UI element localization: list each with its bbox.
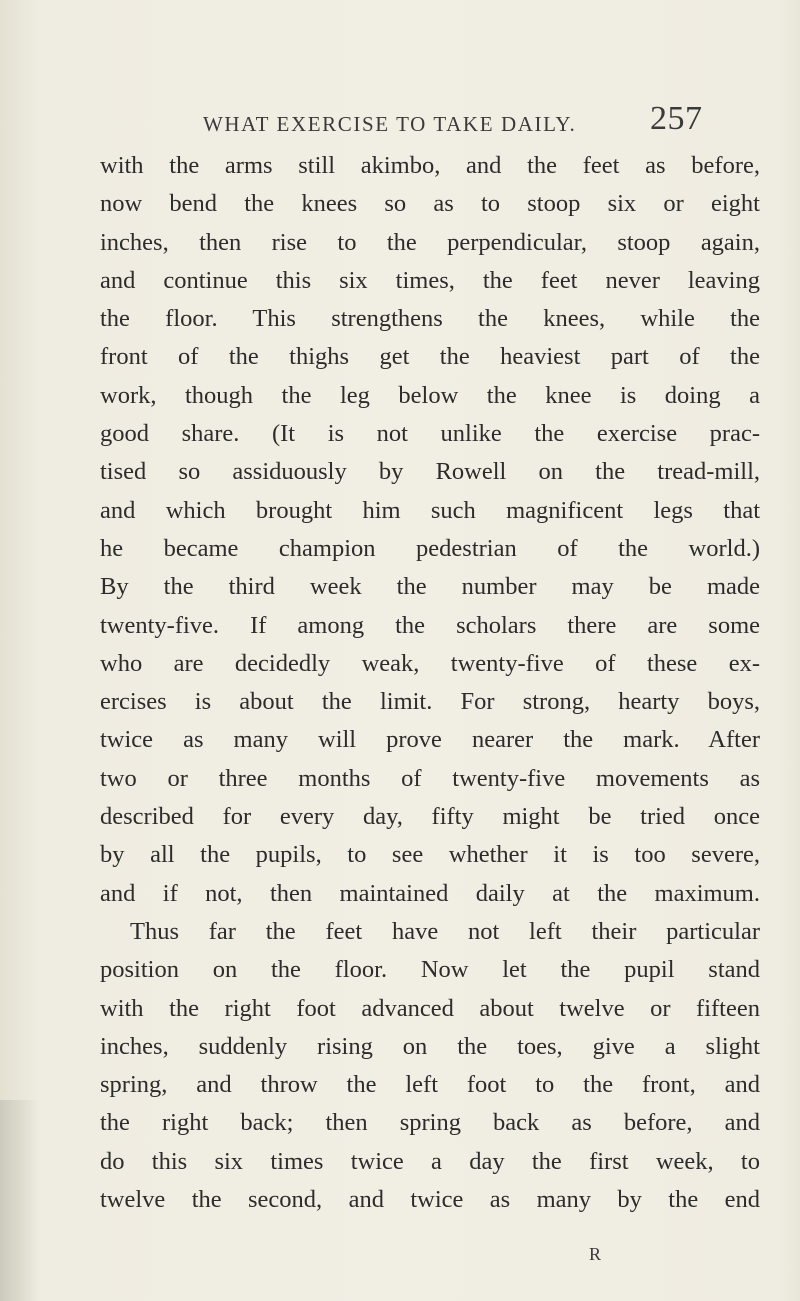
- text-line: and continue this six times, the feet never leaving: [100, 266, 760, 294]
- page-number: 257: [650, 100, 703, 137]
- text-line: who are decidedly weak, twenty-five of these ex-: [100, 649, 760, 677]
- text-line: spring, and throw the left foot to the front, and: [100, 1071, 760, 1099]
- text-line: the right back; then spring back as before, and: [100, 1109, 760, 1137]
- text-line: two or three months of twenty-five movements as: [100, 764, 760, 792]
- text-line: inches, then rise to the perpendicular, stoop again,: [100, 228, 760, 256]
- text-line: front of the thighs get the heaviest part of the: [100, 343, 760, 371]
- running-head: [0, 98, 800, 148]
- text-line: ercises is about the limit. For strong, hearty boys,: [100, 688, 760, 716]
- text-line: with the arms still akimbo, and the feet as before,: [100, 152, 760, 179]
- body-text: [100, 147, 760, 1219]
- text-line: and if not, then maintained daily at the maximum.: [100, 879, 760, 907]
- text-line: Thus far the feet have not left their particular: [130, 917, 760, 945]
- text-line: position on the floor. Now let the pupil stand: [100, 956, 760, 984]
- text-line: twenty-five. If among the scholars there are some: [100, 611, 760, 639]
- text-line: now bend the knees so as to stoop six or eight: [100, 190, 760, 218]
- text-line: described for every day, fifty might be tried once: [100, 803, 760, 831]
- text-line: good share. (It is not unlike the exercise prac-: [100, 420, 760, 448]
- page-edge-shadow: [0, 1100, 40, 1301]
- text-line: twelve the second, and twice as many by the end: [100, 1186, 760, 1214]
- text-line: work, though the leg below the knee is doing a: [100, 381, 760, 409]
- text-line: with the right foot advanced about twelve or fifteen: [100, 994, 760, 1022]
- text-line: By the third week the number may be made: [100, 573, 760, 601]
- text-line: do this six times twice a day the first week, to: [100, 1147, 760, 1175]
- running-title: WHAT EXERCISE TO TAKE DAILY.: [203, 112, 577, 136]
- text-line: inches, suddenly rising on the toes, give a slight: [100, 1032, 760, 1060]
- text-line: by all the pupils, to see whether it is too severe,: [100, 841, 760, 869]
- text-line: and which brought him such magnificent legs that: [100, 496, 760, 524]
- text-line: the floor. This strengthens the knees, while the: [100, 305, 760, 333]
- signature-mark: R: [589, 1244, 603, 1264]
- text-line: twice as many will prove nearer the mark. After: [100, 726, 760, 754]
- text-line: he became champion pedestrian of the world.): [100, 534, 760, 562]
- text-line: tised so assiduously by Rowell on the tread-mill,: [100, 458, 760, 486]
